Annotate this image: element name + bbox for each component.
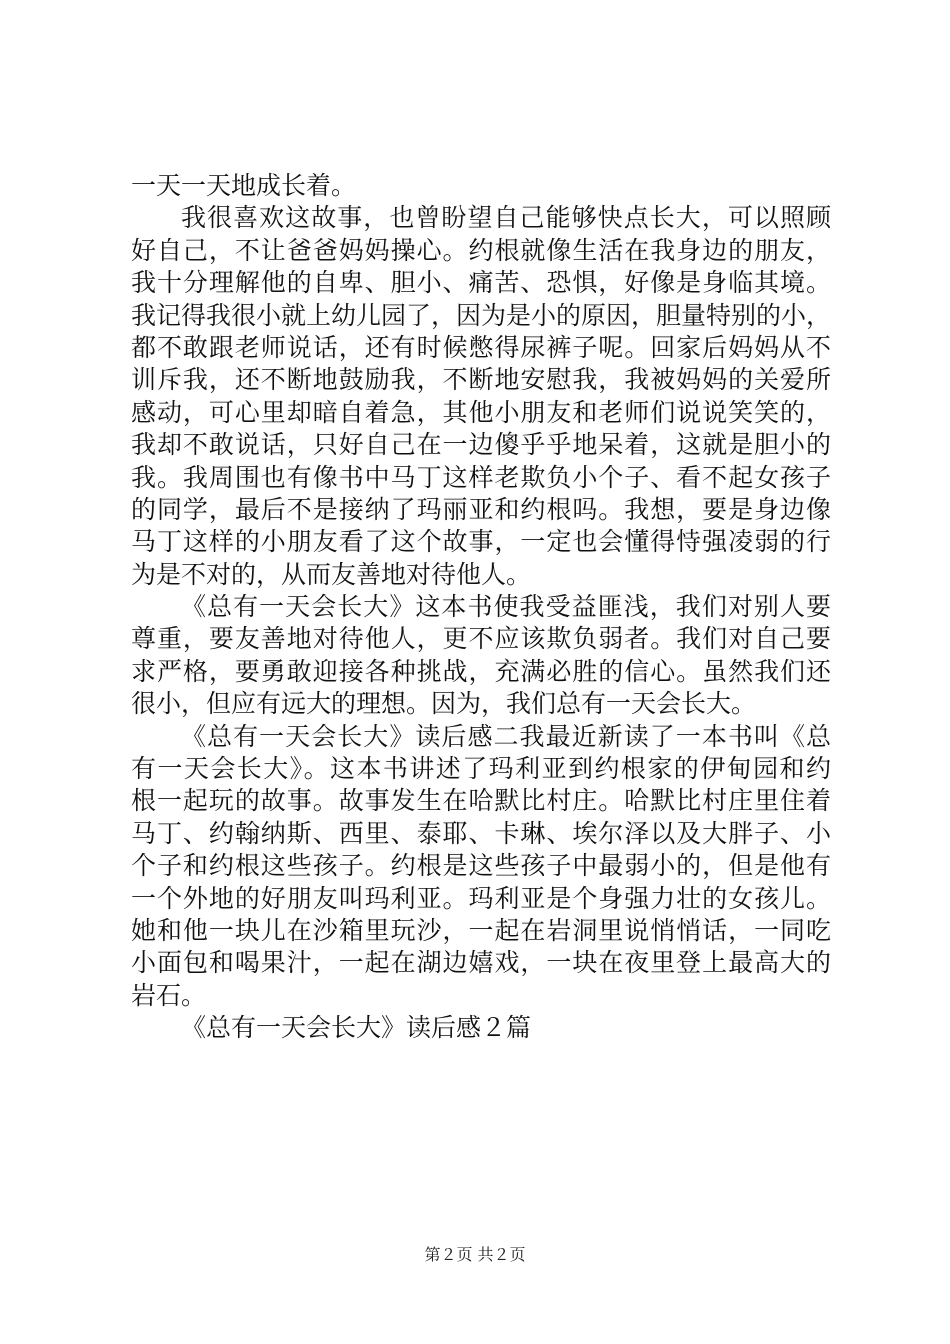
- page-footer: 第２页 共２页: [424, 1245, 526, 1264]
- text-line: 我十分理解他的自卑、胆小、痛苦、恐惧，好像是身临其境。: [131, 268, 831, 298]
- text-line: 好自己，不让爸爸妈妈操心。约根就像生活在我身边的朋友，: [131, 235, 831, 265]
- text-line: 很小，但应有远大的理想。因为，我们总有一天会长大。: [131, 689, 757, 719]
- text-line: 岩石。: [131, 980, 207, 1010]
- text-line: 马丁、约翰纳斯、西里、泰耶、卡琳、埃尔泽以及大胖子、小: [131, 818, 831, 848]
- text-line: 感动，可心里却暗自着急，其他小朋友和老师们说说笑笑的，: [131, 397, 831, 427]
- text-line: 我记得我很小就上幼儿园了，因为是小的原因，胆量特别的小，: [131, 300, 832, 330]
- text-line: 我很喜欢这故事，也曾盼望自己能够快点长大，可以照顾: [181, 203, 831, 233]
- text-line: 一个外地的好朋友叫玛利亚。玛利亚是个身强力壮的女孩儿。: [131, 883, 831, 913]
- text-line: 为是不对的，从而友善地对待他人。: [131, 559, 532, 589]
- text-line: 她和他一块儿在沙箱里玩沙，一起在岩洞里说悄悄话，一同吃: [131, 915, 831, 945]
- text-line: 训斥我，还不断地鼓励我，不断地安慰我，我被妈妈的关爱所: [131, 365, 831, 395]
- text-line: 我。我周围也有像书中马丁这样老欺负小个子、看不起女孩子: [131, 462, 831, 492]
- text-line: 都不敢跟老师说话，还有时候憋得尿裤子呢。回家后妈妈从不: [131, 332, 831, 362]
- text-line: 我却不敢说话，只好自己在一边傻乎乎地呆着，这就是胆小的: [131, 430, 831, 460]
- text-line: 小面包和喝果汁，一起在湖边嬉戏，一块在夜里登上最高大的: [131, 948, 831, 978]
- text-line: 根一起玩的故事。故事发生在哈默比村庄。哈默比村庄里住着: [131, 786, 831, 816]
- text-line: 《总有一天会长大》这本书使我受益匪浅，我们对别人要: [181, 592, 831, 622]
- text-line: 《总有一天会长大》读后感２篇: [181, 1013, 532, 1043]
- text-line: 求严格，要勇敢迎接各种挑战，充满必胜的信心。虽然我们还: [131, 656, 831, 686]
- text-line: 的同学，最后不是接纳了玛丽亚和约根吗。我想，要是身边像: [131, 494, 831, 524]
- text-line: 一天一天地成长着。: [131, 171, 357, 200]
- text-line: 《总有一天会长大》读后感二我最近新读了一本书叫《总: [181, 721, 831, 751]
- text-line: 马丁这样的小朋友看了这个故事，一定也会懂得恃强凌弱的行: [131, 527, 831, 557]
- document-body: [131, 170, 831, 1045]
- text-line: 有一天会长大》。这本书讲述了玛利亚到约根家的伊甸园和约: [131, 754, 831, 784]
- text-line: 尊重，要友善地对待他人，更不应该欺负弱者。我们对自己要: [131, 624, 831, 654]
- text-line: 个子和约根这些孩子。约根是这些孩子中最弱小的，但是他有: [131, 851, 831, 881]
